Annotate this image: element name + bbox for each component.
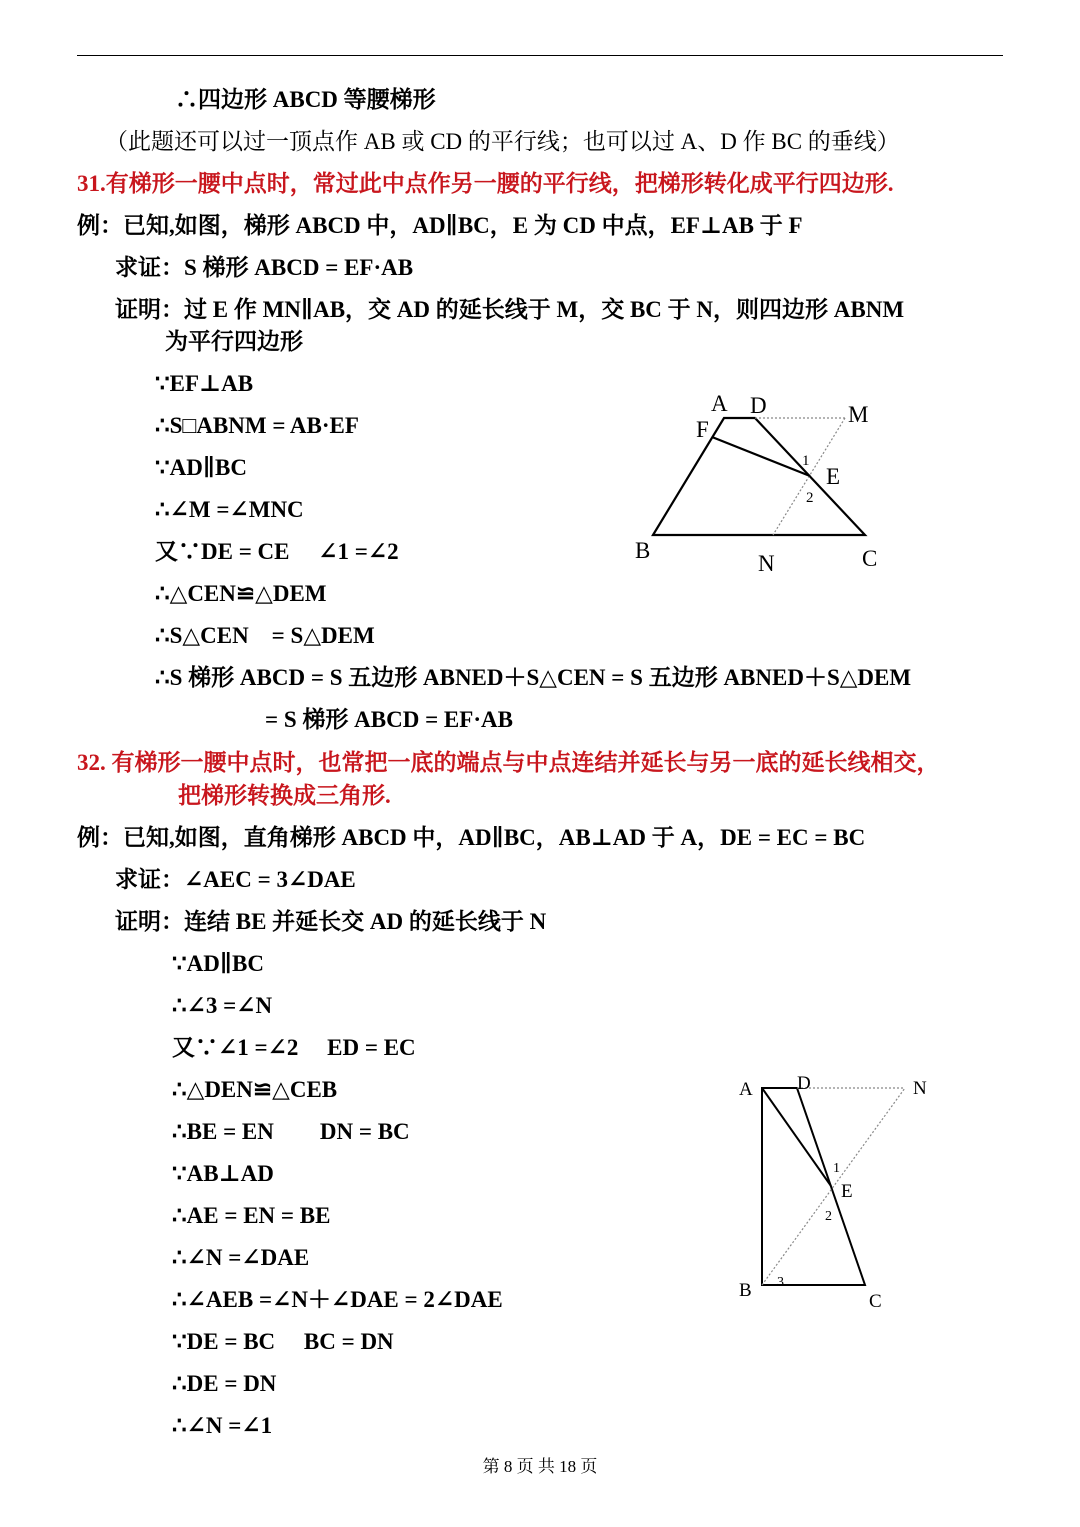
proof-step: ∵AD∥BC	[172, 951, 264, 976]
heading-32: 32. 有梯形一腰中点时，也常把一底的端点与中点连结并延长与另一底的延长线相交，	[77, 750, 940, 775]
trapezoid-figure-2	[730, 1068, 940, 1318]
example-line: 例：已知,如图，梯形 ABCD 中，AD∥BC，E 为 CD 中点，EF⊥AB 于 F	[77, 213, 803, 238]
header-rule	[77, 55, 1003, 56]
proof-line: 为平行四边形	[165, 329, 303, 354]
proof-step: ∵DE = BC BC = DN	[172, 1329, 394, 1354]
label-angle-3: 3	[777, 1275, 784, 1290]
label-b: B	[739, 1280, 752, 1301]
proof-step: ∴AE = EN = BE	[172, 1203, 331, 1228]
proof-step: ∴△DEN≌△CEB	[172, 1077, 338, 1102]
proof-step: ∵AB⊥AD	[172, 1161, 274, 1186]
label-a: A	[739, 1079, 753, 1100]
label-e: E	[826, 464, 841, 489]
label-n: N	[913, 1078, 927, 1099]
proof-step: ∵EF⊥AB	[155, 371, 254, 396]
prove-line: 求证：∠AEC = 3∠DAE	[115, 867, 356, 892]
text-line-note: （此题还可以过一顶点作 AB 或 CD 的平行线；也可以过 A、D 作 BC 的垂线）	[105, 129, 900, 154]
proof-step: ∴BE = EN DN = BC	[172, 1119, 410, 1144]
proof-step: 又∵∠1 =∠2 ED = EC	[172, 1035, 416, 1060]
label-f: F	[696, 417, 709, 442]
label-angle-1: 1	[802, 453, 810, 469]
label-b: B	[635, 538, 651, 563]
label-c: C	[869, 1291, 882, 1312]
label-c: C	[862, 546, 878, 571]
label-n: N	[758, 551, 775, 576]
page-footer: 第 8 页 共 18 页	[482, 1457, 598, 1476]
segment-ae	[762, 1088, 831, 1186]
example-line: 例：已知,如图，直角梯形 ABCD 中，AD∥BC，AB⊥AD 于 A，DE = EC = BC	[77, 825, 866, 850]
label-m: M	[848, 402, 869, 427]
label-d: D	[797, 1073, 811, 1094]
heading-32-cont: 把梯形转换成三角形.	[178, 783, 391, 808]
heading-31: 31.有梯形一腰中点时，常过此中点作另一腰的平行线，把梯形转化成平行四边形.	[77, 171, 894, 196]
proof-line: 证明：过 E 作 MN∥AB，交 AD 的延长线于 M，交 BC 于 N，则四边形 ABNM	[115, 297, 905, 322]
proof-step: ∴∠M =∠MNC	[155, 497, 304, 522]
proof-step: ∴∠N =∠1	[172, 1413, 273, 1438]
proof-step: ∴∠N =∠DAE	[172, 1245, 310, 1270]
text-line: ∴四边形 ABCD 等腰梯形	[175, 87, 436, 112]
proof-step: ∴∠AEB =∠N＋∠DAE = 2∠DAE	[172, 1287, 503, 1312]
proof-step: ∵AD∥BC	[155, 455, 247, 480]
label-d: D	[750, 393, 767, 418]
label-angle-1: 1	[833, 1161, 840, 1176]
label-a: A	[711, 391, 728, 416]
proof-step: ∴DE = DN	[172, 1371, 277, 1396]
label-angle-2: 2	[825, 1209, 832, 1224]
label-angle-2: 2	[806, 490, 814, 506]
proof-line: 证明：连结 BE 并延长交 AD 的延长线于 N	[115, 909, 547, 934]
proof-step: ∴△CEN≌△DEM	[155, 581, 327, 606]
proof-step: ∴S 梯形 ABCD = S 五边形 ABNED＋S△CEN = S 五边形 ABNED＋S△DEM	[155, 665, 912, 690]
segment-ef	[712, 437, 810, 476]
proof-step: = S 梯形 ABCD = EF·AB	[265, 707, 513, 732]
proof-step: ∴S△CEN = S△DEM	[155, 623, 375, 648]
label-e: E	[841, 1181, 853, 1202]
proof-step: ∴S□ABNM = AB·EF	[155, 413, 359, 438]
proof-step: 又∵DE = CE ∠1 =∠2	[155, 539, 399, 564]
prove-line: 求证：S 梯形 ABCD = EF·AB	[115, 255, 414, 280]
trapezoid-figure-1	[620, 380, 900, 580]
proof-step: ∴∠3 =∠N	[172, 993, 273, 1018]
